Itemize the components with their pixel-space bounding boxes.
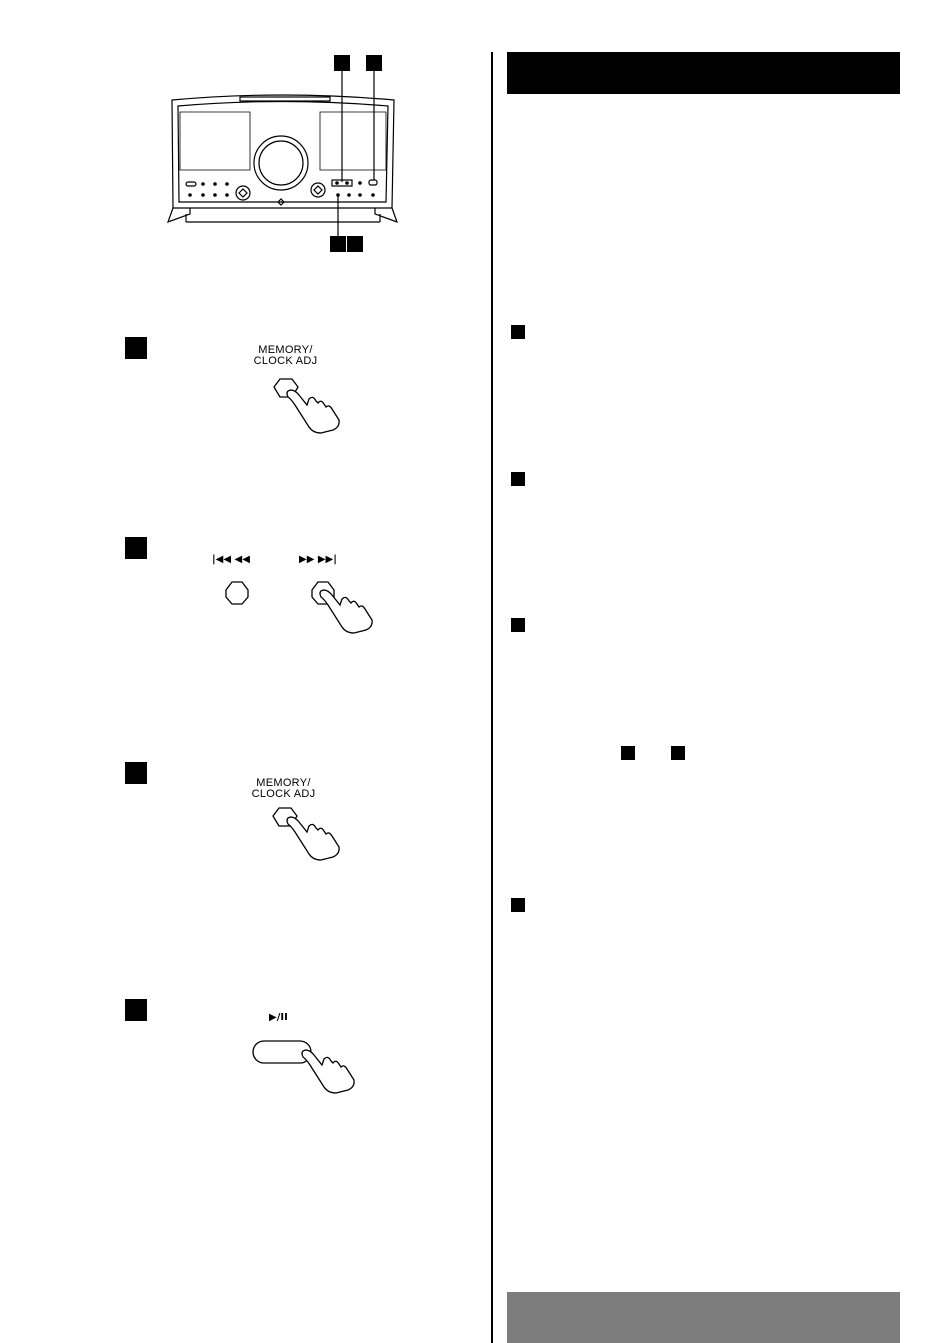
memory-clock-adj-label: MEMORY/ CLOCK ADJ (253, 344, 318, 367)
inline-step-marker-b (671, 746, 685, 760)
step-2-text-marker (511, 472, 525, 486)
skip-back-symbol: |◀◀ ◀◀ (212, 554, 250, 565)
skip-forward-symbol: ▶▶ ▶▶| (299, 554, 337, 565)
pressing-hand-icon (300, 1045, 370, 1095)
note-footer-bar (507, 1292, 900, 1343)
memory-clock-adj-label: MEMORY/ CLOCK ADJ (251, 777, 316, 800)
stereo-unit-illustration (0, 0, 480, 260)
inline-step-marker-a (621, 746, 635, 760)
pressing-hand-icon (285, 812, 355, 862)
pressing-hand-icon (285, 385, 355, 435)
column-divider (491, 52, 493, 1343)
step-2-marker (125, 537, 147, 559)
step-4-text-marker (511, 898, 525, 912)
play-pause-symbol: ▶/II (269, 1012, 288, 1023)
step-3-marker (125, 762, 147, 784)
step-1-marker (125, 337, 147, 359)
skip-back-button[interactable] (224, 580, 250, 606)
section-header-bar (507, 52, 900, 94)
step-3-text-marker (511, 618, 525, 632)
pressing-hand-icon (318, 585, 388, 635)
step-1-text-marker (511, 325, 525, 339)
step-4-marker (125, 999, 147, 1021)
